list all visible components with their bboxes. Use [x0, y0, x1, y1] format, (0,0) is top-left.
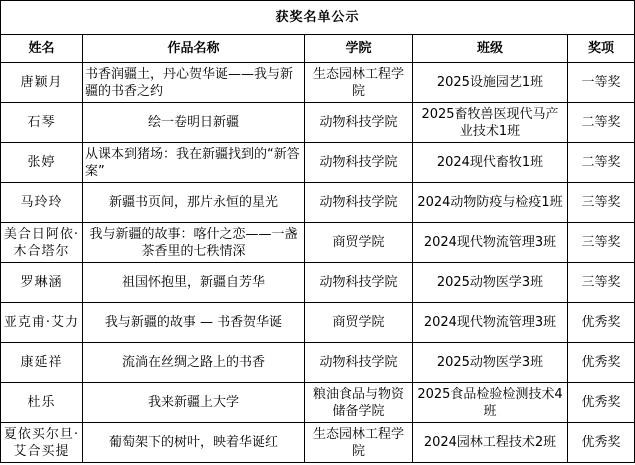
- cell-name: 罗琳涵: [1, 263, 83, 303]
- cell-name: 杜乐: [1, 383, 83, 423]
- cell-class: 2025动物医学3班: [413, 343, 568, 383]
- header-class: 班级: [413, 35, 568, 63]
- cell-work: 祖国怀抱里，新疆自芳华: [83, 263, 305, 303]
- cell-award: 优秀奖: [568, 343, 635, 383]
- table-row: [1, 183, 635, 223]
- cell-college: 生态园林工程学院: [305, 423, 413, 463]
- cell-work: 从课本到猪场：我在新疆找到的“新答案”: [83, 143, 305, 183]
- cell-name: 唐颖月: [1, 63, 83, 103]
- cell-college: 商贸学院: [305, 223, 413, 263]
- cell-class: 2024现代物流管理3班: [413, 303, 568, 343]
- cell-work: 我与新疆的故事 — 书香贺华诞: [83, 303, 305, 343]
- table-row: [1, 223, 635, 263]
- header-college: 学院: [305, 35, 413, 63]
- cell-college: 粮油食品与物资储备学院: [305, 383, 413, 423]
- cell-award: 二等奖: [568, 143, 635, 183]
- table-row: [1, 423, 635, 463]
- header-row: [1, 35, 635, 63]
- cell-college: 动物科技学院: [305, 103, 413, 143]
- table-row: [1, 263, 635, 303]
- header-name: 姓名: [1, 35, 83, 63]
- cell-work: 流淌在丝绸之路上的书香: [83, 343, 305, 383]
- table-title: 获奖名单公示: [1, 1, 635, 35]
- cell-class: 2025动物医学3班: [413, 263, 568, 303]
- cell-class: 2024动物防疫与检疫1班: [413, 183, 568, 223]
- cell-class: 2025食品检验检测技术4班: [413, 383, 568, 423]
- cell-college: 动物科技学院: [305, 183, 413, 223]
- cell-name: 马玲玲: [1, 183, 83, 223]
- cell-name: 石琴: [1, 103, 83, 143]
- cell-name: 亚克甫·艾力: [1, 303, 83, 343]
- table-row: [1, 343, 635, 383]
- cell-award: 优秀奖: [568, 423, 635, 463]
- cell-award: 优秀奖: [568, 383, 635, 423]
- cell-work: 我与新疆的故事：喀什之恋——一盏茶香里的七秩情深: [83, 223, 305, 263]
- cell-award: 三等奖: [568, 183, 635, 223]
- cell-work: 绘一卷明日新疆: [83, 103, 305, 143]
- cell-class: 2024现代物流管理3班: [413, 223, 568, 263]
- table-row: [1, 303, 635, 343]
- cell-college: 动物科技学院: [305, 263, 413, 303]
- cell-work: 我来新疆上大学: [83, 383, 305, 423]
- cell-class: 2025设施园艺1班: [413, 63, 568, 103]
- cell-award: 优秀奖: [568, 303, 635, 343]
- cell-work: 葡萄架下的树叶，映着华诞红: [83, 423, 305, 463]
- cell-class: 2025畜牧兽医现代马产业技术1班: [413, 103, 568, 143]
- cell-name: 康延祥: [1, 343, 83, 383]
- table-row: [1, 103, 635, 143]
- cell-work: 新疆书页间，那片永恒的星光: [83, 183, 305, 223]
- cell-college: 动物科技学院: [305, 343, 413, 383]
- cell-name: 张婷: [1, 143, 83, 183]
- cell-name: 夏依买尔旦·艾合买提: [1, 423, 83, 463]
- cell-college: 动物科技学院: [305, 143, 413, 183]
- cell-class: 2024园林工程技术2班: [413, 423, 568, 463]
- header-award: 奖项: [568, 35, 635, 63]
- cell-award: 二等奖: [568, 103, 635, 143]
- cell-work: 书香润疆土，丹心贺华诞——我与新疆的书香之约: [83, 63, 305, 103]
- table-row: [1, 143, 635, 183]
- cell-name: 美合日阿依·木合塔尔: [1, 223, 83, 263]
- header-work: 作品名称: [83, 35, 305, 63]
- cell-award: 三等奖: [568, 263, 635, 303]
- cell-college: 商贸学院: [305, 303, 413, 343]
- cell-class: 2024现代畜牧1班: [413, 143, 568, 183]
- cell-award: 一等奖: [568, 63, 635, 103]
- cell-award: 三等奖: [568, 223, 635, 263]
- title-row: [1, 1, 635, 35]
- table-row: [1, 63, 635, 103]
- table-row: [1, 383, 635, 423]
- cell-college: 生态园林工程学院: [305, 63, 413, 103]
